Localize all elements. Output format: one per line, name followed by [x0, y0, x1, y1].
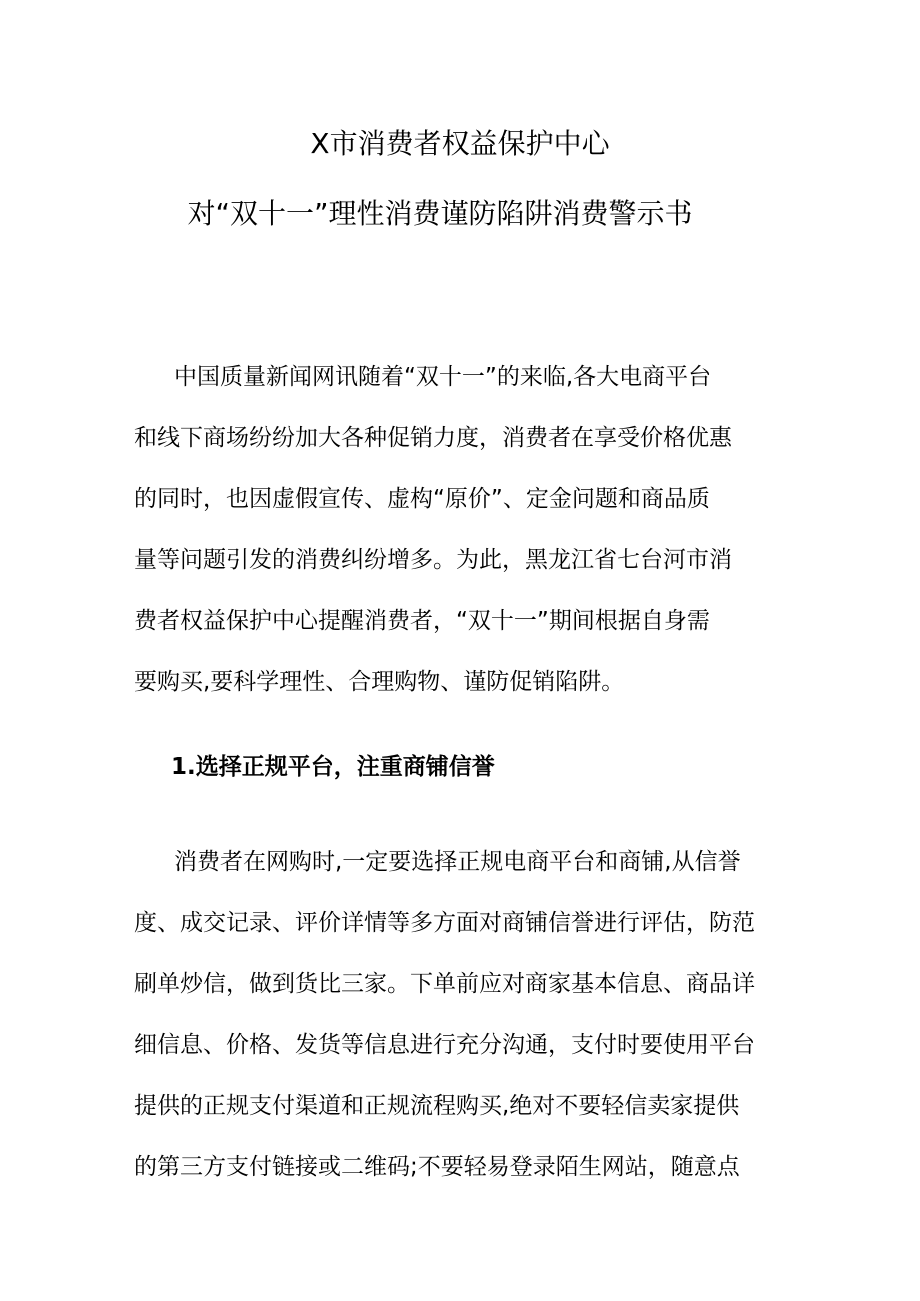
paragraph-line: 的第三方支付链接或二维码;不要轻易登录陌生网站，随意点 [134, 1154, 740, 1180]
paragraph-line: 中国质量新闻网讯随着“双十一”的来临,各大电商平台 [174, 364, 712, 390]
paragraph-line: 费者权益保护中心提醒消费者，“双十一”期间根据自身需 [134, 608, 710, 634]
paragraph-line: 提供的正规支付渠道和正规流程购买,绝对不要轻信卖家提供 [134, 1093, 740, 1119]
paragraph-line: 刷单炒信，做到货比三家。下单前应对商家基本信息、商品详 [134, 971, 755, 997]
paragraph-line: 消费者在网购时,一定要选择正规电商平台和商铺,从信誉 [174, 849, 741, 875]
paragraph-line: 的同时，也因虚假宣传、虚构“原价”、定金问题和商品质 [134, 486, 710, 512]
document-title-line2: 对“双十一”理性消费谨防陷阱消费警示书 [187, 197, 693, 230]
paragraph-line: 度、成交记录、评价详情等多方面对商铺信誉进行评估，防范 [134, 910, 755, 936]
paragraph-line: 和线下商场纷纷加大各种促销力度，消费者在享受价格优惠 [134, 425, 732, 451]
section-heading: 1.选择正规平台，注重商铺信誉 [171, 754, 495, 780]
paragraph-line: 细信息、价格、发货等信息进行充分沟通，支付时要使用平台 [134, 1032, 755, 1058]
paragraph-line: 量等问题引发的消费纠纷增多。为此，黑龙江省七台河市消 [134, 547, 732, 573]
paragraph-line: 要购买,要科学理性、合理购物、谨防促销陷阱。 [134, 669, 625, 695]
document-title-line1: X市消费者权益保护中心 [310, 127, 610, 160]
